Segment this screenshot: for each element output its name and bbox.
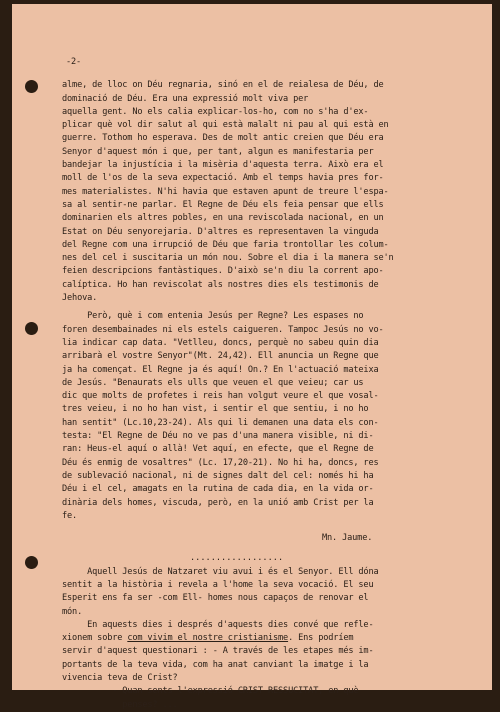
paragraph-2 — [62, 310, 482, 523]
text-line: aquella gent. No els calia explicar-los-ho, com no s'ha d'ex- — [62, 106, 369, 117]
text-line: han sentit" (Lc.10,23-24). Als qui li demanen una data els con- — [62, 417, 379, 428]
text-line: dominació de Déu. Era una expressió molt viva per — [62, 93, 309, 104]
text-line: de sublevació nacional, ni de signes dalt del cel: només hi ha — [62, 470, 374, 481]
text-line: nes del cel i suscitaria un món nou. Sobre el dia i la manera se'n — [62, 253, 394, 264]
text-line: Déu i el cel, amagats en la rutina de cada dia, en la vida or- — [62, 484, 374, 495]
text-line: moll de l'os de la seva expectació. Amb el temps havia pres for- — [62, 173, 384, 184]
page-text — [62, 56, 482, 712]
text-line: Aquell Jesús de Natzaret viu avui i és el Senyor. Ell dóna — [62, 566, 379, 577]
text-line: dic que molts de profetes i reis han volgut veure el que vosal- — [62, 391, 379, 402]
text-fragment: . Ens podríem — [288, 633, 354, 644]
text-line: lia indicar cap data. "Vetlleu, doncs, perquè no sabeu quin dia — [62, 337, 379, 348]
text-line: servir d'aquest questionari : - A través de les etapes més im- — [62, 646, 374, 657]
text-line: alme, de lloc on Déu regnaria, sinó en el de reialesa de Déu, de — [62, 80, 384, 91]
paragraph-4 — [62, 619, 482, 685]
text-line: feien descripcions fantàstiques. D'això se'n diu la corrent apo- — [62, 266, 384, 277]
text-line: arribarà el vostre Senyor"(Mt. 24,42). Ell anuncia un Regne que — [62, 351, 379, 362]
text-fragment: xionem sobre — [62, 633, 128, 644]
text-line: guerre. Tothom ho esperava. Des de molt antic creien que Déu era — [62, 133, 384, 144]
text-line: Senyor d'aquest món i que, per tant, algun es manifestaria per — [62, 146, 374, 157]
text-line: Esperit ens fa ser -com Ell- homes nous capaços de renovar el — [62, 593, 369, 604]
text-line: sa al sentir-ne parlar. El Regne de Déu els feia pensar que ells — [62, 199, 384, 210]
text-line: portants de la teva vida, com ha anat canviant la imatge i la — [62, 659, 369, 670]
text-line: ja ha començat. El Regne ja és aquí! On.? En l'actuació mateixa — [62, 364, 379, 375]
binder-hole — [25, 80, 38, 93]
text-line: sentit a la història i revela a l'home la seva vocació. El seu — [62, 579, 374, 590]
text-line: Estat on Déu senyorejaria. D'altres es representaven la vinguda — [62, 226, 379, 237]
text-line: bandejar la injustícia i la misèria d'aquesta terra. Això era el — [62, 160, 384, 171]
text-line: Jehova. — [62, 293, 98, 304]
document-page — [12, 4, 492, 710]
question — [62, 685, 482, 712]
text-line: foren desembainades ni els estels caigueren. Tampoc Jesús no vo- — [62, 324, 384, 335]
paragraph-3 — [62, 566, 482, 619]
binder-hole — [25, 322, 38, 335]
signature: Mn. Jaume. — [322, 533, 373, 544]
text-line: dominarien els altres pobles, en una reviscolada nacional, en un — [62, 213, 384, 224]
text-line: tres veieu, i no ho han vist, i sentir el que sentiu, i no ho — [62, 404, 369, 415]
text-line: mes materialistes. N'hi havia que estaven apunt de treure l'espa- — [62, 186, 389, 197]
text-line: del Regne com una irrupció de Déu que faria trontollar les colum- — [62, 239, 389, 250]
text-line: testa: "El Regne de Déu no ve pas d'una manera visible, ni di- — [62, 431, 374, 442]
text-line: penses? ... — [62, 699, 178, 710]
text-line: Déu és enmig de vosaltres" (Lc. 17,20-21). No hi ha, doncs, res — [62, 457, 379, 468]
text-line: calíptica. Ho han reviscolat als nostres dies els testimonis de — [62, 279, 379, 290]
text-line: En aquests dies i després d'aquests dies convé que refle- — [62, 619, 374, 630]
text-line: fe. — [62, 510, 78, 521]
paragraph-1 — [62, 79, 482, 305]
binder-hole — [25, 556, 38, 569]
text-line: Però, què i com entenia Jesús per Regne? Les espases no — [62, 311, 364, 322]
separator-dots: .................. — [190, 553, 284, 564]
text-line: ran: Heus-el aquí o allà! Vet aquí, en efecte, que el Regne de — [62, 444, 374, 455]
text-line: vivencia teva de Crist? — [62, 673, 178, 684]
text-line: dinària dels homes, viscuda, però, en la unió amb Crist per la — [62, 497, 374, 508]
text-line: de Jesús. "Benaurats els ulls que veuen el que veieu; car us — [62, 377, 364, 388]
text-line: plicar què vol dir salut al qui està malalt ni pau al qui està en — [62, 120, 389, 131]
text-line: - Quan sents l'expressió CRIST RESSUCITAT, en què — [62, 686, 359, 697]
underlined-phrase: com vivim el nostre cristianisme — [127, 633, 289, 644]
page-number: -2- — [66, 57, 82, 67]
text-line — [62, 632, 482, 645]
text-line: món. — [62, 606, 83, 617]
